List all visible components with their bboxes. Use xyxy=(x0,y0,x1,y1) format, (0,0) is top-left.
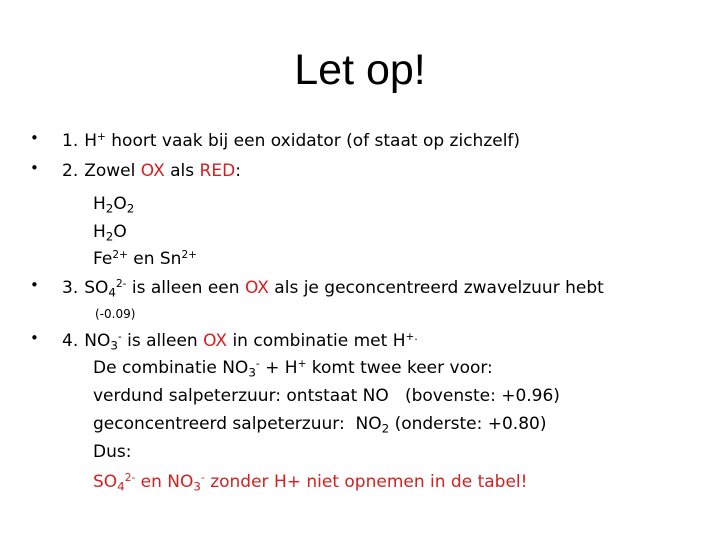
h2o-sub: 2 xyxy=(105,229,114,244)
item-1-h-charge: + xyxy=(97,131,106,144)
item-4-text-a: is alleen xyxy=(121,331,204,351)
item-4-l6-a: en NO xyxy=(135,472,194,492)
item-4-charge: - xyxy=(117,331,122,344)
formula-ions xyxy=(93,248,197,270)
item-4-line-5: Dus: xyxy=(93,442,132,462)
item-4-l6-sub4: 4 xyxy=(117,479,125,494)
item-3-text-a: is alleen een xyxy=(126,278,245,298)
item-4-l2-sub: 3 xyxy=(248,365,256,380)
item-2-line xyxy=(62,160,241,182)
bullet-4: • xyxy=(30,329,39,347)
item-4-l6-minus: - xyxy=(200,472,205,485)
item-4-l2-b: + H xyxy=(259,358,298,378)
item-4-ox: OX xyxy=(203,331,228,351)
item-4-l2-charge: - xyxy=(255,358,260,371)
item-4-l4-b: (onderste: +0.80) xyxy=(389,414,547,434)
item-4-line-2 xyxy=(93,357,493,379)
h2o2-sub-2: 2 xyxy=(126,201,135,216)
h2o2-sub-1: 2 xyxy=(105,201,114,216)
item-2-text-a: Zowel xyxy=(84,161,141,181)
item-4-line-6 xyxy=(93,471,527,493)
item-1-line xyxy=(62,130,520,152)
item-4-l2-plus: + xyxy=(297,358,307,371)
slide-title: Let op! xyxy=(294,46,426,94)
formula-h2o xyxy=(93,221,127,243)
bullet-3: • xyxy=(30,276,39,294)
item-4-l6-so: SO xyxy=(93,472,118,492)
h2o-o: O xyxy=(113,222,127,242)
item-2-ox: OX xyxy=(140,161,165,181)
sn-charge: 2+ xyxy=(181,249,197,262)
sn-ion: en Sn xyxy=(127,249,182,269)
item-4-l2-c: komt twee keer voor: xyxy=(306,358,493,378)
item-3-number: 3. xyxy=(62,278,79,298)
item-4-line-4 xyxy=(93,413,546,435)
item-2-red: RED xyxy=(199,161,236,181)
item-1-text: hoort vaak bij een oxidator (of staat op zichzelf) xyxy=(105,131,521,151)
item-4-text-b: in combinatie met H xyxy=(227,331,406,351)
formula-h2o2 xyxy=(93,193,134,215)
item-3-text-b: als je geconcentreerd zwavelzuur hebt xyxy=(268,278,604,298)
h2o2-o: O xyxy=(113,194,127,214)
item-4-l6-sub3: 3 xyxy=(193,479,201,494)
item-3-so: SO xyxy=(84,278,109,298)
item-3-ox: OX xyxy=(244,278,269,298)
item-4-l4-sub: 2 xyxy=(381,421,390,436)
item-4-l4-a: geconcentreerd salpeterzuur: NO xyxy=(93,414,382,434)
bullet-1: • xyxy=(30,129,39,147)
item-4-line xyxy=(62,330,418,352)
h2o2-h: H xyxy=(93,194,106,214)
item-2-number: 2. xyxy=(62,161,79,181)
fe-charge: 2+ xyxy=(112,249,128,262)
h2o-h: H xyxy=(93,222,106,242)
item-4-l2-a: De combinatie NO xyxy=(93,358,249,378)
item-4-l6-charge: 2- xyxy=(124,472,136,485)
item-3-note: (-0.09) xyxy=(95,307,136,321)
item-2-text-b: als xyxy=(164,161,200,181)
bullet-2: • xyxy=(30,159,39,177)
item-4-tail: +. xyxy=(405,331,418,344)
item-3-sub: 4 xyxy=(108,285,116,300)
item-1-number: 1. xyxy=(62,131,79,151)
item-4-no: NO xyxy=(84,331,111,351)
item-1-h: H xyxy=(84,131,98,151)
item-4-l6-b: zonder H+ niet opnemen in de tabel! xyxy=(204,472,528,492)
item-4-line-3: verdund salpeterzuur: ontstaat NO (bovenste: +0.96) xyxy=(93,386,560,406)
item-4-sub: 3 xyxy=(110,338,118,353)
item-3-line xyxy=(62,277,604,299)
fe-ion: Fe xyxy=(93,249,113,269)
item-3-charge: 2- xyxy=(115,278,127,291)
item-4-number: 4. xyxy=(62,331,79,351)
item-2-colon: : xyxy=(235,161,241,181)
